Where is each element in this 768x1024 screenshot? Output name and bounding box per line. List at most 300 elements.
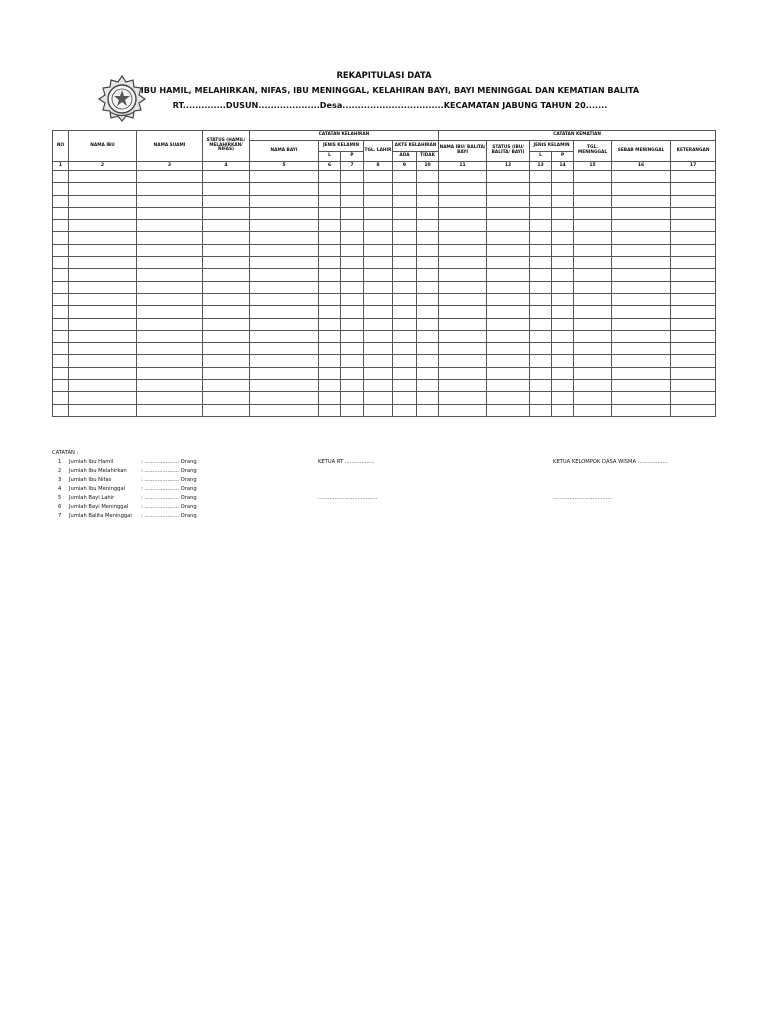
table-cell xyxy=(364,171,393,183)
table-row xyxy=(53,330,716,342)
table-body xyxy=(53,171,716,417)
table-cell xyxy=(341,380,364,392)
table-cell xyxy=(53,306,69,318)
table-cell xyxy=(341,257,364,269)
table-cell xyxy=(69,293,137,305)
column-number: 2 xyxy=(69,162,137,171)
col-header-akte-kelahiran: AKTE KELAHIRAN xyxy=(393,141,439,152)
table-cell xyxy=(487,281,530,293)
table-row xyxy=(53,171,716,183)
table-row xyxy=(53,244,716,256)
table-cell xyxy=(552,220,574,232)
catatan-item: 6 Jumlah Bayi Meninggal : ..................... Orang xyxy=(58,504,197,510)
table-cell xyxy=(364,293,393,305)
table-cell xyxy=(69,195,137,207)
table-row xyxy=(53,367,716,379)
column-number-row xyxy=(53,162,716,171)
table-cell xyxy=(319,183,341,195)
table-cell xyxy=(487,195,530,207)
table-cell xyxy=(341,355,364,367)
table-cell xyxy=(487,207,530,219)
table-cell xyxy=(612,355,671,367)
table-cell xyxy=(439,330,487,342)
table-cell xyxy=(417,306,439,318)
table-cell xyxy=(341,269,364,281)
table-cell xyxy=(417,257,439,269)
table-cell xyxy=(319,380,341,392)
table-cell xyxy=(487,232,530,244)
table-row xyxy=(53,232,716,244)
table-cell xyxy=(137,343,203,355)
table-cell xyxy=(574,257,612,269)
table-cell xyxy=(53,404,69,416)
col-header-jenis-kelamin-kematian: JENIS KELAMIN xyxy=(530,141,574,152)
table-cell xyxy=(487,269,530,281)
table-cell xyxy=(53,330,69,342)
table-cell xyxy=(69,367,137,379)
table-cell xyxy=(487,380,530,392)
table-cell xyxy=(574,281,612,293)
table-cell xyxy=(612,220,671,232)
table-cell xyxy=(250,195,319,207)
table-cell xyxy=(552,392,574,404)
column-number: 3 xyxy=(137,162,203,171)
table-cell xyxy=(574,330,612,342)
table-cell xyxy=(530,207,552,219)
table-cell xyxy=(417,380,439,392)
table-cell xyxy=(341,293,364,305)
column-number: 10 xyxy=(417,162,439,171)
column-number: 5 xyxy=(250,162,319,171)
table-cell xyxy=(612,404,671,416)
table-cell xyxy=(69,404,137,416)
table-cell xyxy=(137,293,203,305)
table-cell xyxy=(530,281,552,293)
table-cell xyxy=(69,232,137,244)
table-cell xyxy=(671,404,716,416)
table-cell xyxy=(612,232,671,244)
table-cell xyxy=(439,318,487,330)
table-cell xyxy=(439,244,487,256)
table-cell xyxy=(487,330,530,342)
table-cell xyxy=(137,269,203,281)
catatan-item: 5 Jumlah Bayi Lahir : ..................... Orang xyxy=(58,495,197,501)
table-cell xyxy=(203,392,250,404)
table-cell xyxy=(137,183,203,195)
document-subtitle: IBU HAMIL, MELAHIRKAN, NIFAS, IBU MENINGGAL, KELAHIRAN BAYI, BAYI MENINGGAL DAN KEMATIAN BALITA xyxy=(140,85,640,95)
table-cell xyxy=(439,207,487,219)
catatan-item: 7 Jumlah Balita Meninggal : ..................... Orang xyxy=(58,513,197,519)
table-cell xyxy=(552,244,574,256)
table-cell xyxy=(530,293,552,305)
table-cell xyxy=(69,183,137,195)
table-cell xyxy=(612,380,671,392)
table-cell xyxy=(69,392,137,404)
col-header-catatan-kelahiran: CATATAN KELAHIRAN xyxy=(250,131,439,141)
table-cell xyxy=(552,330,574,342)
table-cell xyxy=(530,330,552,342)
catatan-item: 4 Jumlah Ibu Meninggal : ..................... Orang xyxy=(58,486,197,492)
table-row xyxy=(53,380,716,392)
table-cell xyxy=(341,281,364,293)
table-row xyxy=(53,269,716,281)
table-cell xyxy=(439,343,487,355)
table-cell xyxy=(69,318,137,330)
table-cell xyxy=(364,281,393,293)
table-row xyxy=(53,293,716,305)
table-cell xyxy=(530,343,552,355)
table-cell xyxy=(319,244,341,256)
table-cell xyxy=(69,207,137,219)
table-cell xyxy=(574,207,612,219)
col-header-status-ibu-balita-bayi: STATUS (IBU/ BALITA/ BAYI) xyxy=(487,141,530,162)
table-cell xyxy=(552,207,574,219)
table-cell xyxy=(439,367,487,379)
table-cell xyxy=(393,306,417,318)
table-cell xyxy=(393,195,417,207)
table-cell xyxy=(319,355,341,367)
table-cell xyxy=(203,404,250,416)
column-number: 17 xyxy=(671,162,716,171)
table-cell xyxy=(69,220,137,232)
table-cell xyxy=(319,367,341,379)
table-cell xyxy=(439,392,487,404)
table-cell xyxy=(393,220,417,232)
catatan-label: CATATAN : xyxy=(52,450,79,456)
table-cell xyxy=(319,392,341,404)
location-line: RT..............DUSUN....................Desa.................................KECAMATAN JABUNG TAHUN 20....... xyxy=(172,100,608,110)
table-row xyxy=(53,392,716,404)
table-cell xyxy=(439,257,487,269)
table-cell xyxy=(341,330,364,342)
table-cell xyxy=(364,220,393,232)
table-cell xyxy=(393,343,417,355)
col-header-nama-ibu: NAMA IBU xyxy=(69,131,137,162)
table-cell xyxy=(53,380,69,392)
table-cell xyxy=(137,195,203,207)
table-cell xyxy=(393,330,417,342)
table-cell xyxy=(341,318,364,330)
table-cell xyxy=(69,343,137,355)
table-cell xyxy=(250,257,319,269)
catatan-item: 2 Jumlah Ibu Melahirkan : ..................... Orang xyxy=(58,468,197,474)
table-cell xyxy=(319,281,341,293)
table-cell xyxy=(487,343,530,355)
table-cell xyxy=(393,232,417,244)
table-cell xyxy=(417,220,439,232)
table-cell xyxy=(574,355,612,367)
table-cell xyxy=(417,183,439,195)
table-cell xyxy=(417,330,439,342)
table-cell xyxy=(137,171,203,183)
table-cell xyxy=(137,355,203,367)
table-cell xyxy=(341,220,364,232)
table-cell xyxy=(612,306,671,318)
column-number: 14 xyxy=(552,162,574,171)
table-cell xyxy=(612,183,671,195)
table-cell xyxy=(439,220,487,232)
rekap-table xyxy=(52,130,716,417)
table-cell xyxy=(417,355,439,367)
col-header-sebab-meninggal: SEBAB MENINGGAL xyxy=(612,141,671,162)
table-cell xyxy=(250,232,319,244)
table-cell xyxy=(341,183,364,195)
table-row xyxy=(53,195,716,207)
table-cell xyxy=(364,404,393,416)
document-title: REKAPITULASI DATA xyxy=(336,70,432,80)
table-cell xyxy=(319,293,341,305)
table-cell xyxy=(69,380,137,392)
table-cell xyxy=(439,306,487,318)
table-cell xyxy=(319,220,341,232)
table-cell xyxy=(612,244,671,256)
table-cell xyxy=(53,293,69,305)
table-cell xyxy=(671,318,716,330)
table-cell xyxy=(671,207,716,219)
table-cell xyxy=(439,355,487,367)
table-row xyxy=(53,183,716,195)
table-cell xyxy=(574,306,612,318)
table-cell xyxy=(69,171,137,183)
table-cell xyxy=(393,281,417,293)
col-header-nama-bayi: NAMA BAYI xyxy=(250,141,319,162)
table-cell xyxy=(574,232,612,244)
table-cell xyxy=(69,355,137,367)
table-cell xyxy=(552,293,574,305)
table-cell xyxy=(341,392,364,404)
table-cell xyxy=(203,318,250,330)
table-cell xyxy=(364,355,393,367)
table-cell xyxy=(250,207,319,219)
column-number: 9 xyxy=(393,162,417,171)
table-cell xyxy=(417,404,439,416)
table-cell xyxy=(250,318,319,330)
table-cell xyxy=(203,281,250,293)
table-cell xyxy=(250,343,319,355)
table-cell xyxy=(393,171,417,183)
table-cell xyxy=(552,306,574,318)
table-cell xyxy=(319,318,341,330)
table-cell xyxy=(137,244,203,256)
table-cell xyxy=(530,195,552,207)
table-cell xyxy=(364,392,393,404)
table-cell xyxy=(530,269,552,281)
table-cell xyxy=(53,171,69,183)
table-cell xyxy=(417,207,439,219)
column-number: 11 xyxy=(439,162,487,171)
table-cell xyxy=(671,293,716,305)
table-cell xyxy=(530,220,552,232)
table-cell xyxy=(137,220,203,232)
table-cell xyxy=(612,269,671,281)
table-cell xyxy=(364,306,393,318)
table-cell xyxy=(250,330,319,342)
table-cell xyxy=(574,367,612,379)
table-cell xyxy=(69,306,137,318)
col-header-tidak: TIDAK xyxy=(417,152,439,162)
table-cell xyxy=(364,343,393,355)
table-row xyxy=(53,281,716,293)
table-cell xyxy=(671,343,716,355)
table-cell xyxy=(203,232,250,244)
table-cell xyxy=(319,404,341,416)
table-cell xyxy=(574,404,612,416)
table-cell xyxy=(69,257,137,269)
table-cell xyxy=(671,269,716,281)
table-cell xyxy=(250,171,319,183)
column-number: 16 xyxy=(612,162,671,171)
table-cell xyxy=(530,380,552,392)
table-cell xyxy=(574,318,612,330)
table-cell xyxy=(671,232,716,244)
table-row xyxy=(53,355,716,367)
table-cell xyxy=(364,318,393,330)
ketua-kelompok-signature-line: .................................... xyxy=(553,495,613,501)
table-cell xyxy=(552,380,574,392)
table-cell xyxy=(250,220,319,232)
table-cell xyxy=(250,306,319,318)
table-cell xyxy=(552,257,574,269)
table-cell xyxy=(552,195,574,207)
table-cell xyxy=(671,257,716,269)
table-cell xyxy=(341,207,364,219)
col-header-nama-suami: NAMA SUAMI xyxy=(137,131,203,162)
catatan-item: 1 Jumlah Ibu Hamil : ..................... Orang xyxy=(58,459,197,465)
table-cell xyxy=(439,281,487,293)
col-header-ada: ADA xyxy=(393,152,417,162)
table-cell xyxy=(530,318,552,330)
table-cell xyxy=(574,293,612,305)
table-cell xyxy=(53,343,69,355)
column-number: 12 xyxy=(487,162,530,171)
table-cell xyxy=(203,244,250,256)
table-cell xyxy=(487,244,530,256)
table-cell xyxy=(439,232,487,244)
col-header-catatan-kematian: CATATAN KEMATIAN xyxy=(439,131,716,141)
table-cell xyxy=(364,380,393,392)
table-cell xyxy=(417,171,439,183)
table-cell xyxy=(364,183,393,195)
table-cell xyxy=(487,257,530,269)
table-cell xyxy=(341,367,364,379)
table-cell xyxy=(203,183,250,195)
table-cell xyxy=(53,257,69,269)
table-cell xyxy=(671,306,716,318)
table-cell xyxy=(530,392,552,404)
table-cell xyxy=(487,355,530,367)
table-cell xyxy=(137,232,203,244)
col-header-no: NO xyxy=(53,131,69,162)
table-cell xyxy=(671,330,716,342)
table-cell xyxy=(137,404,203,416)
table-cell xyxy=(69,244,137,256)
table-cell xyxy=(612,195,671,207)
catatan-item: 3 Jumlah Ibu Nifas : ..................... Orang xyxy=(58,477,197,483)
col-header-nama-ibu-balita-bayi: NAMA IBU/ BALITA/ BAYI xyxy=(439,141,487,162)
table-cell xyxy=(250,269,319,281)
table-cell xyxy=(487,293,530,305)
table-cell xyxy=(393,355,417,367)
table-cell xyxy=(69,281,137,293)
table-cell xyxy=(137,367,203,379)
table-cell xyxy=(69,269,137,281)
table-cell xyxy=(574,220,612,232)
table-cell xyxy=(203,367,250,379)
table-cell xyxy=(530,257,552,269)
table-cell xyxy=(203,171,250,183)
table-cell xyxy=(319,195,341,207)
table-cell xyxy=(552,232,574,244)
column-number: 13 xyxy=(530,162,552,171)
table-cell xyxy=(137,207,203,219)
table-cell xyxy=(439,293,487,305)
table-row xyxy=(53,257,716,269)
col-header-p-kematian: P xyxy=(552,152,574,162)
table-cell xyxy=(137,380,203,392)
table-cell xyxy=(417,343,439,355)
table-cell xyxy=(487,220,530,232)
header-row-1 xyxy=(53,131,716,141)
table-cell xyxy=(417,293,439,305)
table-cell xyxy=(671,244,716,256)
table-cell xyxy=(53,183,69,195)
table-cell xyxy=(671,183,716,195)
table-cell xyxy=(341,343,364,355)
table-cell xyxy=(341,244,364,256)
table-cell xyxy=(612,392,671,404)
table-cell xyxy=(530,355,552,367)
table-cell xyxy=(417,269,439,281)
table-cell xyxy=(250,380,319,392)
col-header-jenis-kelamin: JENIS KELAMIN xyxy=(319,141,364,152)
table-cell xyxy=(393,244,417,256)
table-cell xyxy=(53,355,69,367)
table-cell xyxy=(487,171,530,183)
column-number: 7 xyxy=(341,162,364,171)
table-cell xyxy=(341,195,364,207)
table-cell xyxy=(250,183,319,195)
table-cell xyxy=(417,367,439,379)
table-row xyxy=(53,318,716,330)
table-cell xyxy=(439,183,487,195)
table-cell xyxy=(393,269,417,281)
table-cell xyxy=(203,306,250,318)
table-cell xyxy=(53,220,69,232)
table-row xyxy=(53,343,716,355)
table-cell xyxy=(417,318,439,330)
table-cell xyxy=(612,207,671,219)
table-cell xyxy=(439,195,487,207)
table-cell xyxy=(137,281,203,293)
table-cell xyxy=(319,343,341,355)
table-cell xyxy=(671,171,716,183)
col-header-l: L xyxy=(319,152,341,162)
district-emblem-logo xyxy=(96,74,148,122)
table-cell xyxy=(393,367,417,379)
table-cell xyxy=(612,281,671,293)
table-cell xyxy=(530,306,552,318)
table-cell xyxy=(487,183,530,195)
table-cell xyxy=(574,244,612,256)
column-number: 4 xyxy=(203,162,250,171)
table-cell xyxy=(250,355,319,367)
table-cell xyxy=(671,367,716,379)
table-cell xyxy=(53,232,69,244)
table-cell xyxy=(393,404,417,416)
table-cell xyxy=(439,404,487,416)
table-cell xyxy=(341,306,364,318)
table-cell xyxy=(319,257,341,269)
